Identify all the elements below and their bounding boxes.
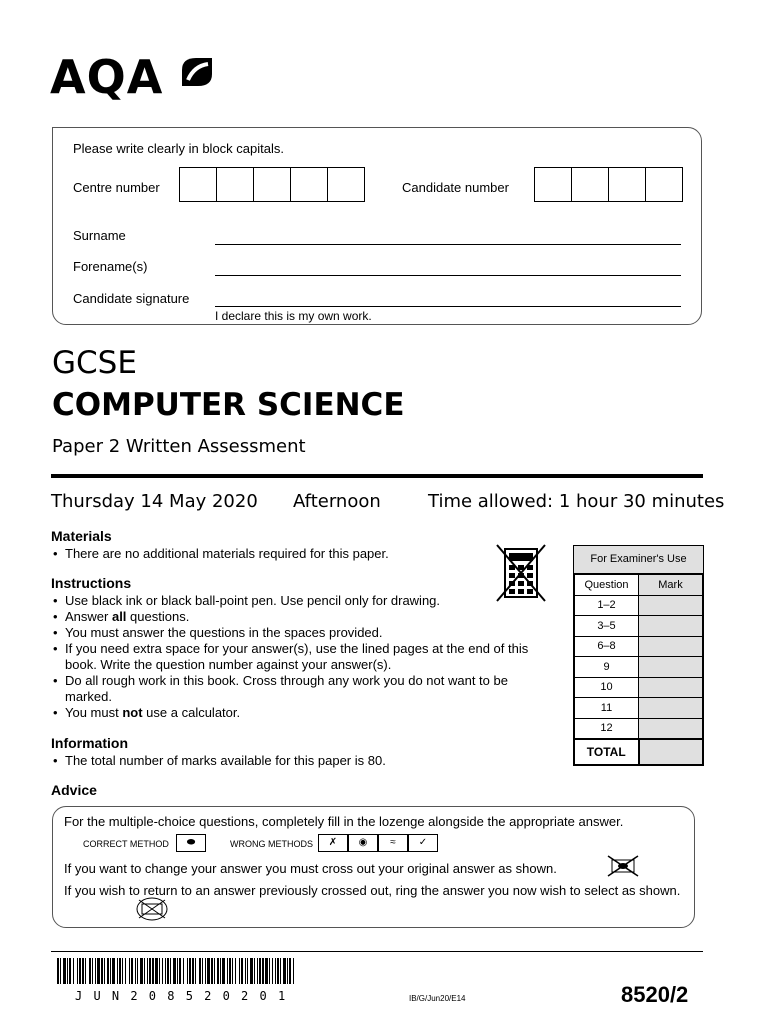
list-item: • Do all rough work in this book. Cross through any work you do not want to be marked. xyxy=(51,673,551,705)
crossed-out-lozenge-icon xyxy=(607,855,639,877)
total-label: TOTAL xyxy=(575,739,639,765)
information-heading: Information xyxy=(51,735,128,751)
wrong-methods-examples xyxy=(318,834,438,852)
list-item: • The total number of marks available for this paper is 80. xyxy=(51,753,551,769)
advice-line-3: If you wish to return to an answer previously crossed out, ring the answer you now wish to select as shown. xyxy=(64,883,681,898)
subject-title: COMPUTER SCIENCE xyxy=(52,387,405,423)
signature-label: Candidate signature xyxy=(73,291,190,306)
mark-cell xyxy=(639,718,703,739)
mark-cell xyxy=(639,698,703,719)
wrong-methods-label: WRONG METHODS xyxy=(230,839,313,849)
mark-cell xyxy=(639,677,703,698)
examiner-use-table xyxy=(573,545,704,766)
question-cell: 12 xyxy=(575,718,639,739)
ringed-lozenge-icon xyxy=(135,896,169,922)
title-divider xyxy=(51,474,703,478)
correct-method-label: CORRECT METHOD xyxy=(83,839,169,849)
dot-lozenge-icon: ◉ xyxy=(348,834,378,852)
question-cell: 1–2 xyxy=(575,595,639,616)
list-item: • There are no additional materials required for this paper. xyxy=(51,546,491,562)
paper-reference: IB/G/Jun20/E14 xyxy=(409,994,466,1003)
paper-title: Paper 2 Written Assessment xyxy=(52,436,306,457)
advice-line-2: If you want to change your answer you must cross out your original answer as shown. xyxy=(64,861,557,876)
paper-code: 8520/2 xyxy=(621,982,689,1007)
advice-line-1: For the multiple-choice questions, completely fill in the lozenge alongside the appropriate answer. xyxy=(64,814,624,829)
time-allowed: Time allowed: 1 hour 30 minutes xyxy=(428,491,725,512)
aqa-logo-mark-icon xyxy=(180,56,214,88)
materials-heading: Materials xyxy=(51,528,112,544)
mark-cell xyxy=(639,595,703,616)
list-item: • Use black ink or black ball-point pen. Use pencil only for drawing. xyxy=(51,593,551,609)
list-item: • You must not use a calculator. xyxy=(51,705,551,721)
mark-cell xyxy=(639,636,703,657)
block-capitals-instruction: Please write clearly in block capitals. xyxy=(73,141,284,156)
instructions-list xyxy=(51,593,551,721)
footer-divider xyxy=(51,951,703,952)
mark-cell xyxy=(639,657,703,678)
centre-number-field[interactable] xyxy=(179,167,365,202)
question-cell: 3–5 xyxy=(575,616,639,637)
surname-field[interactable] xyxy=(215,244,681,245)
forename-field[interactable] xyxy=(215,275,681,276)
aqa-logo: AQA xyxy=(50,50,164,104)
barcode-text: J U N 2 0 8 5 2 0 2 0 1 xyxy=(75,989,288,1003)
qualification-level: GCSE xyxy=(52,345,137,381)
cross-lozenge-icon: ✗ xyxy=(318,834,348,852)
exam-date: Thursday 14 May 2020 xyxy=(51,491,258,512)
question-column-header: Question xyxy=(575,575,639,596)
barcode-icon xyxy=(57,958,297,984)
instructions-heading: Instructions xyxy=(51,575,132,591)
mark-column-header: Mark xyxy=(639,575,703,596)
scribble-lozenge-icon: ≈ xyxy=(378,834,408,852)
total-mark-cell xyxy=(639,739,703,765)
mark-cell xyxy=(639,616,703,637)
advice-heading: Advice xyxy=(51,782,97,798)
exam-session: Afternoon xyxy=(293,491,381,512)
forename-label: Forename(s) xyxy=(73,259,148,274)
signature-field[interactable] xyxy=(215,306,681,307)
materials-list xyxy=(51,546,491,562)
list-item: • You must answer the questions in the spaces provided. xyxy=(51,625,551,641)
candidate-number-label: Candidate number xyxy=(402,180,509,195)
tick-lozenge-icon: ✓ xyxy=(408,834,438,852)
candidate-number-field[interactable] xyxy=(534,167,683,202)
surname-label: Surname xyxy=(73,228,126,243)
declaration-text: I declare this is my own work. xyxy=(215,309,372,323)
question-cell: 6–8 xyxy=(575,636,639,657)
question-cell: 9 xyxy=(575,657,639,678)
list-item: • If you need extra space for your answer(s), use the lined pages at the end of this book. Write the question number against your answer(s). xyxy=(51,641,551,673)
question-cell: 11 xyxy=(575,698,639,719)
information-list xyxy=(51,753,551,769)
centre-number-label: Centre number xyxy=(73,180,160,195)
filled-lozenge-icon: ⬬ xyxy=(176,834,206,852)
list-item: • Answer all questions. xyxy=(51,609,551,625)
question-cell: 10 xyxy=(575,677,639,698)
examiner-table-title: For Examiner's Use xyxy=(574,546,703,574)
